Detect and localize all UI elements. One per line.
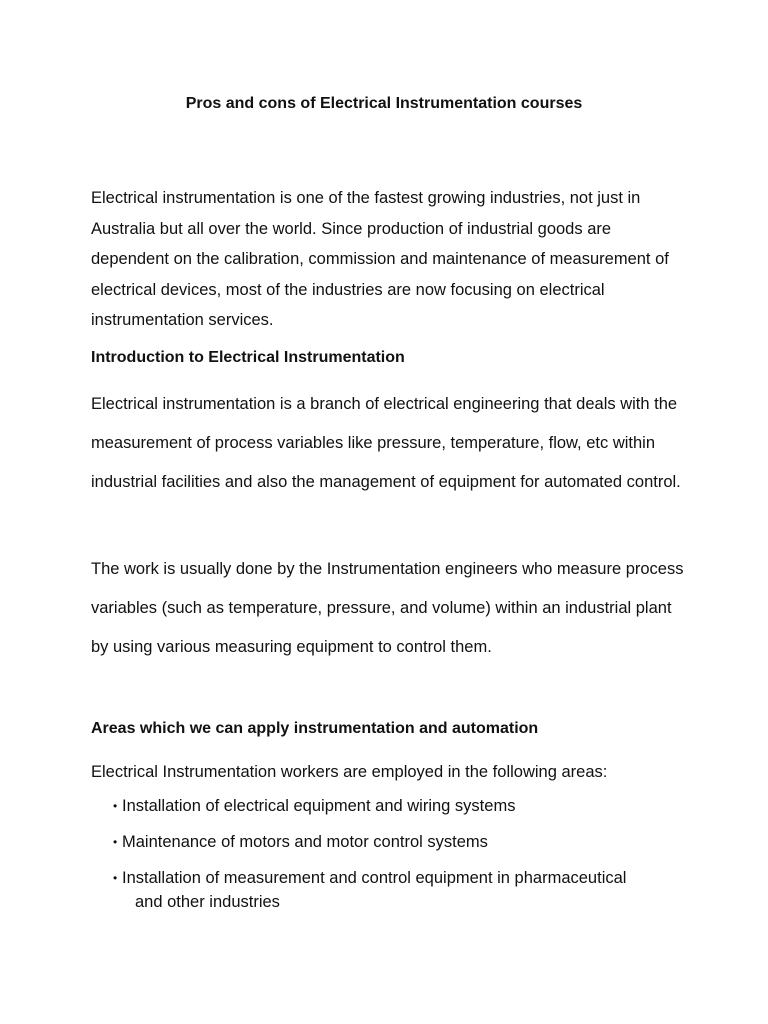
areas-bullet-list [113,794,693,926]
list-item-text: Installation of electrical equipment and wiring systems [122,797,516,815]
list-item-text-continued: and other industries [135,893,280,911]
work-paragraph: The work is usually done by the Instrumentation engineers who measure process variables (such as temperature, pressure, and volume) within an industrial plant by using various measuring equipment to control them. [91,560,684,656]
document-title: Pros and cons of Electrical Instrumentation courses [185,95,583,112]
intro-paragraph: Electrical instrumentation is one of the fastest growing industries, not just in Australia but all over the world. Since production of industrial goods are dependent on the calibration, commission and maintenance of measurement of electrical devices, most of the industries are now focusing on electrical instrumentation services. [91,189,669,329]
list-item-text: Maintenance of motors and motor control systems [122,833,488,851]
areas-intro-paragraph: Electrical Instrumentation workers are employed in the following areas: [91,763,608,781]
list-item [113,794,693,818]
bullet-icon: • [113,835,118,849]
bullet-icon: • [113,871,118,885]
list-item [113,830,693,854]
section-heading-areas: Areas which we can apply instrumentation and automation [91,720,539,737]
section-heading-introduction: Introduction to Electrical Instrumentation [91,349,405,366]
list-item [113,866,693,914]
list-item-text: Installation of measurement and control equipment in pharmaceutical [122,869,627,887]
bullet-icon: • [113,799,118,813]
definition-paragraph: Electrical instrumentation is a branch of electrical engineering that deals with the measurement of process variables like pressure, temperature, flow, etc within industrial facilities and also the management of equipment for automated control. [91,395,681,491]
